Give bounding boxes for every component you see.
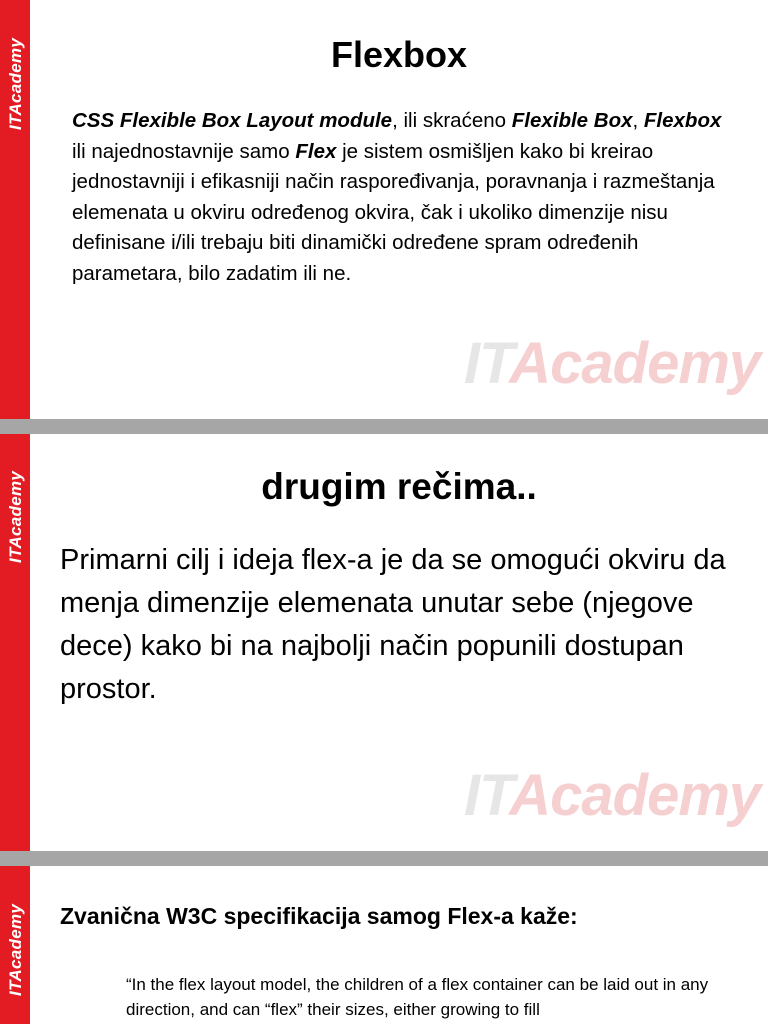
sidebar-logo: ITAcademy — [6, 470, 25, 563]
slide-divider — [0, 419, 768, 434]
term-flexbox: Flexbox — [643, 109, 722, 132]
term-flexible-box: Flexible Box — [511, 109, 633, 132]
slide-paragraph — [72, 106, 732, 289]
slide-paragraph: Primarni cilj i ideja flex-a je da se omogući okviru da menja dimenzije elemenata unutar sebe (njegove dece) kako bi na najbolji način popunili dostupan prostor. — [60, 544, 726, 705]
sidebar-logo: ITAcademy — [6, 903, 25, 996]
slide-title: drugim rečima.. — [261, 466, 537, 507]
text-span: , — [632, 109, 644, 132]
term-flex: Flex — [295, 139, 337, 163]
watermark-academy: Academy — [509, 763, 761, 828]
text-span: , ili skraćeno — [392, 109, 512, 132]
slide-subtitle: Zvanična W3C specifikacija samog Flex-a kaže: — [60, 903, 578, 929]
term-css-flexible-box: CSS Flexible Box Layout module — [72, 109, 393, 132]
slide-title: Flexbox — [330, 34, 468, 75]
watermark-academy: Academy — [509, 331, 761, 396]
watermark-it: IT — [464, 331, 510, 396]
watermark-it: IT — [464, 763, 510, 828]
slide-drugim-recima — [0, 434, 768, 851]
slide-flexbox — [0, 0, 768, 419]
itacademy-watermark — [464, 330, 760, 397]
slide-w3c-spec — [0, 866, 768, 1024]
slide-divider — [0, 851, 768, 866]
text-span: je sistem osmišljen kako bi kreirao jednostavniji i efikasniji način raspoređivanja, poravnanja i razmeštanja elemenata u okviru određenog okvira, čak i ukoliko dimenzije nisu definisane i/ili trebaju biti dinamički određene spram određenih parametara, bilo zadatim ili ne. — [72, 139, 715, 285]
text-span: ili najednostavnije samo — [72, 139, 296, 163]
spec-quote: “In the flex layout model, the children of a flex container can be laid out in any direction, and can “flex” their sizes, either growing to fill — [126, 975, 709, 1019]
itacademy-watermark — [464, 762, 760, 829]
sidebar-logo: ITAcademy — [6, 37, 25, 130]
